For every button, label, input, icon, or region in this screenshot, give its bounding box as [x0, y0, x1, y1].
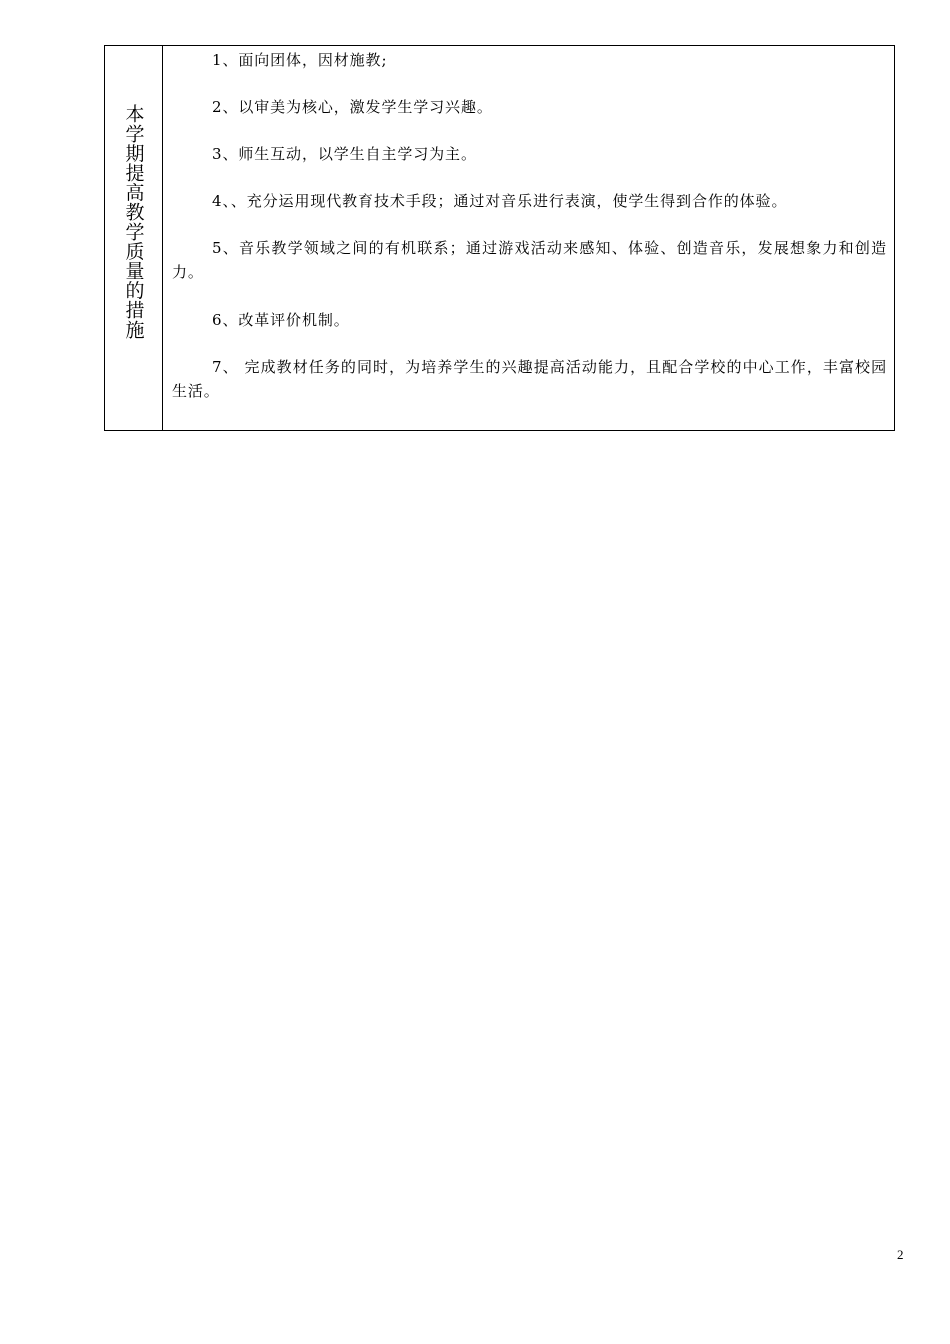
list-item: 3、师生互动，以学生自主学习为主。	[212, 145, 477, 163]
table-label-cell	[105, 46, 163, 430]
list-item: 6、改革评价机制。	[212, 311, 350, 329]
list-item: 5、音乐教学领域之间的有机联系；通过游戏活动来感知、体验、创造音乐，发展想象力和创造力。	[172, 239, 887, 281]
measures-table	[104, 45, 895, 431]
table-content-cell	[163, 46, 894, 430]
table-label: 本学期提高教学质量的措施	[122, 104, 145, 340]
page-number: 2	[897, 1247, 904, 1262]
list-item: 2、以审美为核心，激发学生学习兴趣。	[212, 98, 493, 116]
list-item: 1、面向团体，因材施教;	[212, 51, 388, 69]
list-item: 7、 完成教材任务的同时，为培养学生的兴趣提高活动能力，且配合学校的中心工作，丰富校园生活。	[172, 358, 887, 400]
list-item: 4、、充分运用现代教育技术手段；通过对音乐进行表演，使学生得到合作的体验。	[212, 192, 788, 210]
